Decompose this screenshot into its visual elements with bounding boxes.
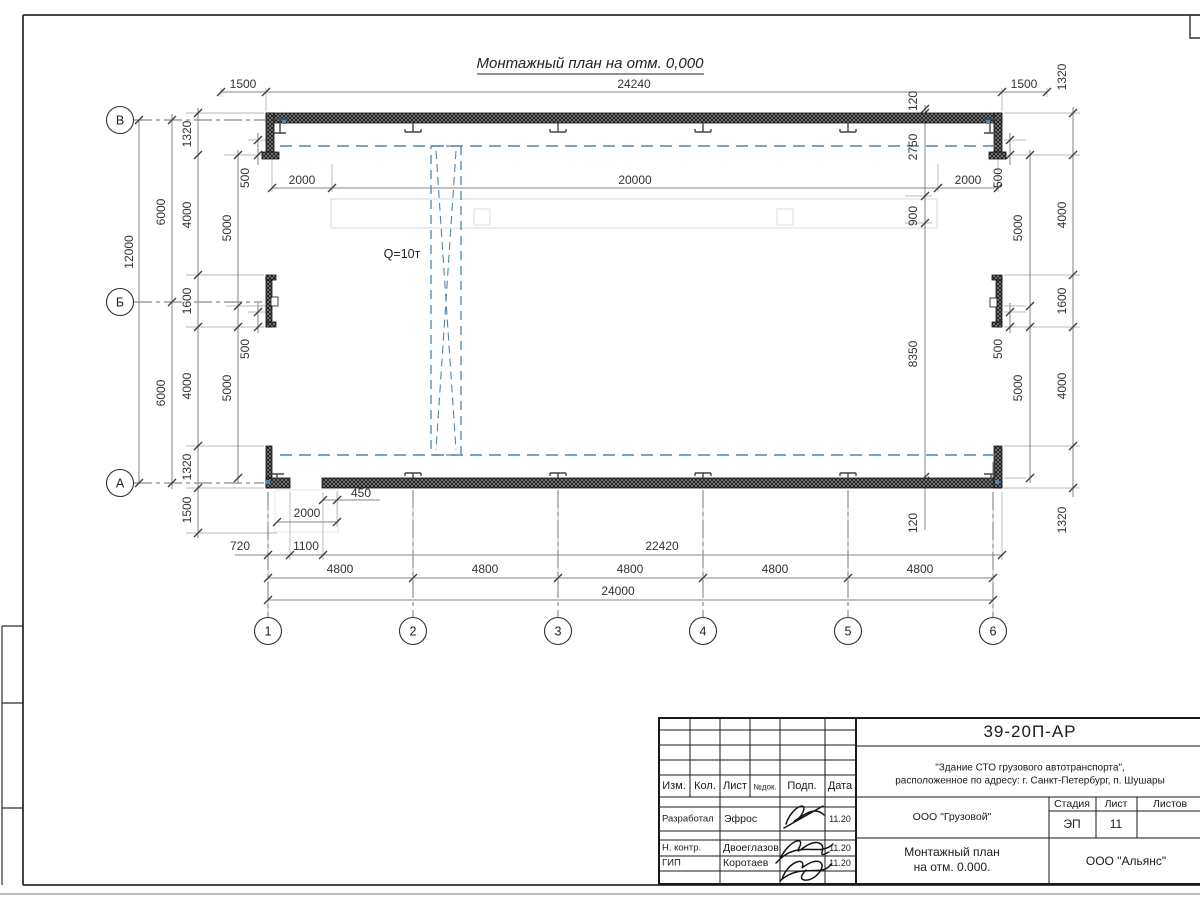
dim-label: 12000 — [122, 235, 136, 269]
dim-label: 4800 — [616, 562, 644, 576]
axis-label: 6 — [989, 624, 997, 639]
tb-company: ООО "Альянс" — [1085, 854, 1167, 868]
dim-label: 2000 — [954, 173, 982, 187]
dim-label: 4800 — [906, 562, 934, 576]
extension-lines — [186, 88, 1080, 617]
dim-label: 450 — [350, 486, 372, 500]
dim-label: 120 — [906, 512, 920, 534]
dimension-labels — [122, 63, 1069, 598]
plan-title: Монтажный план на отм. 0,000 — [476, 55, 704, 72]
axis-label: 5 — [844, 624, 852, 639]
dim-label: 2750 — [906, 133, 920, 161]
crane-capacity-label: Q=10т — [383, 247, 421, 261]
dim-label: 1500 — [180, 496, 194, 524]
dim-label: 500 — [238, 167, 252, 189]
dim-label: 120 — [906, 90, 920, 112]
axis-label: 4 — [699, 624, 707, 639]
tb-sheet-label: Лист — [1104, 798, 1128, 810]
walls — [262, 113, 1006, 488]
dim-label: 1500 — [1010, 77, 1038, 91]
axis-label: А — [115, 476, 125, 491]
tb-stage-label: Стадия — [1054, 798, 1090, 810]
dim-label: 4000 — [180, 372, 194, 400]
dim-label: 1600 — [1055, 287, 1069, 315]
title-block — [658, 717, 1200, 885]
dim-label: 500 — [238, 338, 252, 360]
dim-label: 4800 — [761, 562, 789, 576]
tb-sheets-label: Листов — [1152, 798, 1188, 810]
dim-label: 1320 — [1055, 506, 1069, 534]
signature-efros — [784, 806, 824, 828]
signature-dvoeglazov — [776, 841, 833, 863]
dim-label: 1600 — [180, 287, 194, 315]
dim-label: 2000 — [293, 506, 321, 520]
dim-label: 4800 — [471, 562, 499, 576]
tb-date-developer: 11.20 — [829, 814, 851, 824]
tb-header-data: Дата — [827, 780, 853, 792]
tb-date-gip: 11.20 — [829, 858, 851, 868]
tb-project-line1: "Здание СТО грузового автотранспорта", — [935, 762, 1125, 774]
axis-label: 2 — [409, 624, 417, 639]
dim-label: 22420 — [645, 539, 679, 553]
dim-label: 5000 — [220, 214, 234, 242]
tb-name-gip: Коротаев — [723, 857, 769, 869]
dim-label: 1100 — [293, 539, 319, 553]
tb-header-kol: Кол. — [694, 780, 716, 792]
dimension-lines — [139, 92, 1073, 600]
dim-label: 4000 — [1055, 201, 1069, 229]
dim-label: 1320 — [1055, 63, 1069, 91]
dim-label: 6000 — [154, 198, 168, 226]
dim-label: 2000 — [288, 173, 316, 187]
dimension-ticks — [135, 88, 1077, 604]
dim-label: 6000 — [154, 379, 168, 407]
tb-header-izm: Изм. — [662, 780, 686, 792]
tb-header-ndok: №док. — [753, 782, 777, 792]
axis-label: 1 — [264, 624, 272, 639]
dim-label: 20000 — [618, 173, 652, 187]
tb-date-ncontrol: 11.20 — [829, 843, 851, 853]
dim-label: 5000 — [1011, 214, 1025, 242]
axis-label: В — [115, 113, 125, 128]
tb-role-ncontrol: Н. контр. — [662, 842, 702, 854]
dim-label: 4000 — [180, 201, 194, 229]
dim-label: 5000 — [1011, 374, 1025, 402]
tb-sheet-value: 11 — [1109, 817, 1123, 831]
tb-doc-number: 39-20П-АР — [983, 722, 1077, 741]
dim-label: 500 — [991, 338, 1005, 360]
tb-role-gip: ГИП — [662, 857, 681, 869]
tb-header-podp: Подп. — [787, 780, 817, 792]
dim-label: 1320 — [180, 453, 194, 481]
dim-label: 4800 — [326, 562, 354, 576]
tb-drawing-title-line1: Монтажный план — [904, 845, 1000, 859]
dim-label: 900 — [906, 205, 920, 227]
dim-label: 8350 — [906, 340, 920, 368]
axis-label: 3 — [554, 624, 562, 639]
dim-label: 4000 — [1055, 372, 1069, 400]
dim-label: 24000 — [601, 584, 635, 598]
axis-lines — [134, 120, 993, 617]
tb-org: ООО "Грузовой" — [912, 811, 992, 823]
dim-label: 5000 — [220, 374, 234, 402]
tb-role-developer: Разработал — [662, 813, 714, 825]
axis-label: Б — [115, 295, 125, 310]
tb-stage-value: ЭП — [1063, 817, 1081, 831]
tb-header-list: Лист — [723, 780, 747, 792]
tb-name-ncontrol: Двоеглазов — [723, 842, 779, 854]
tb-name-developer: Эфрос — [724, 813, 758, 825]
axis-bubble-labels — [116, 114, 997, 639]
tb-drawing-title-line2: на отм. 0.000. — [913, 860, 991, 874]
dim-label: 1500 — [229, 77, 257, 91]
crane-runway — [280, 146, 996, 455]
dim-label: 24240 — [617, 77, 651, 91]
dim-label: 1320 — [180, 120, 194, 148]
dim-label: 500 — [991, 167, 1005, 189]
dim-label: 720 — [229, 539, 251, 553]
tb-project-line2: расположенное по адресу: г. Санкт-Петербург, п. Шушары — [895, 775, 1165, 787]
